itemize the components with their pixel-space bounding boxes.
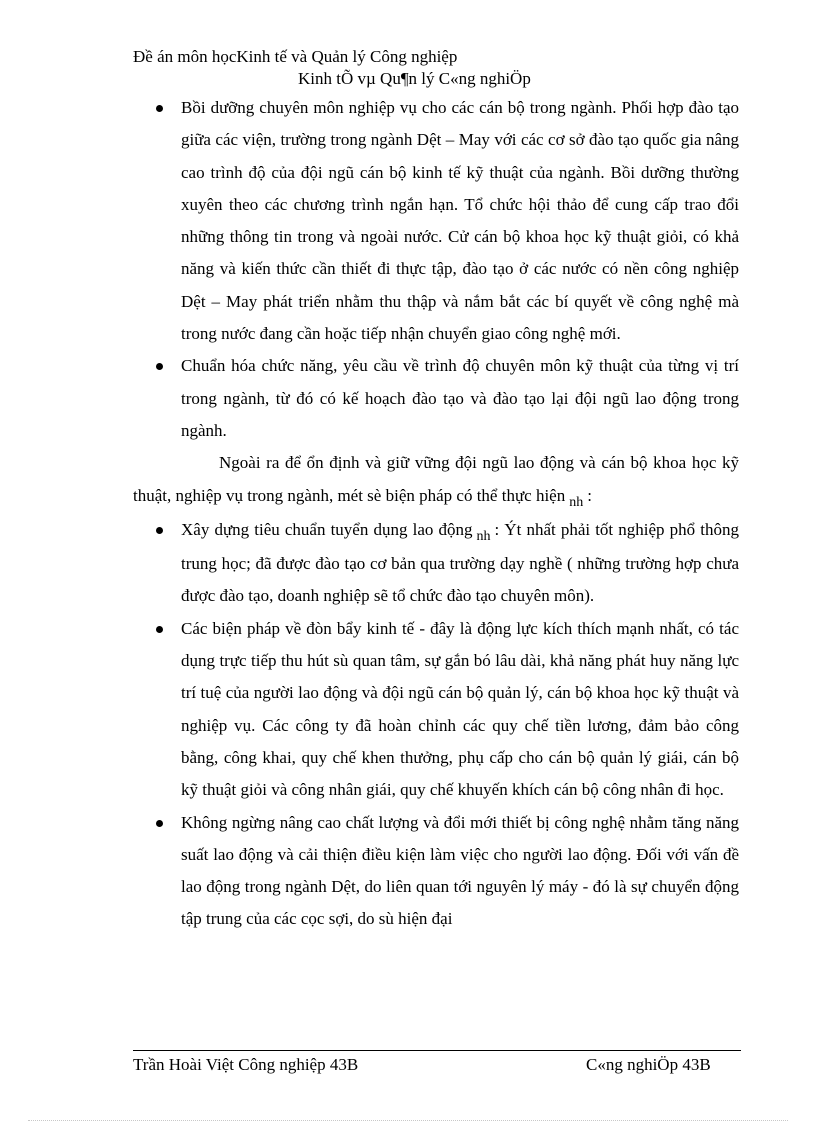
bullet-item	[133, 92, 739, 350]
bullet-item	[133, 350, 739, 447]
bullet-text: Các biện pháp về đòn bẩy kinh tế - đây là động lực kích thích mạnh nhất, có tác dụng trực tiếp thu hút sù quan tâm, sự gắn bó lâu dài, khả năng phát huy năng lực trí tuệ của người lao động và đội ngũ cán bộ quản lý, cán bộ khoa học kỹ thuật và nghiệp vụ. Các công ty đã hoàn chỉnh các quy chế tiền lương, đảm bảo công bằng, công khai, quy chế khen thưởng, phụ cấp cho cán bộ quản lý giái, cán bộ kỹ thuật giỏi và công nhân giái, quy chế khuyến khích cán bộ công nhân đi học.	[181, 618, 739, 800]
bullet-icon	[156, 820, 163, 827]
bullet-text: Không ngừng nâng cao chất lượng và đổi mới thiết bị công nghệ nhằm tăng năng suất lao động và cải thiện điều kiện làm việc cho người lao động. Đối với vấn đề lao động trong ngành Dệt, do liên quan tới nguyên lý máy - đó là sự chuyển động tập trung của các cọc sợi, do sù hiện đại	[181, 812, 739, 929]
bullet-icon	[156, 105, 163, 112]
bullet-text: Bồi dưỡng chuyên môn nghiệp vụ cho các cán bộ trong ngành. Phối hợp đào tạo giữa các viện, trường trong ngành Dệt – May với các cơ sở đào tạo quốc gia nâng cao trình độ của đội ngũ cán bộ kinh tế kỹ thuật của ngành. Bồi dưỡng thường xuyên theo các chương trình ngắn hạn. Tổ chức hội thảo để cung cấp trao đổi những thông tin trong và ngoài nước. Cử cán bộ khoa học kỹ thuật giỏi, có khả năng và kiến thức cần thiết đi thực tập, đào tạo ở các nước có nền công nghiệp Dệt – May phát triển nhằm thu thập và nắm bắt các bí quyết về công nghệ mà trong nước đang cần hoặc tiếp nhận chuyển giao công nghệ mới.	[181, 98, 739, 344]
bullet-item	[133, 613, 739, 807]
body-paragraph	[133, 447, 739, 514]
bullet-text: Xây dựng tiêu chuẩn tuyển dụng lao động	[181, 519, 473, 539]
footer-divider	[133, 1050, 741, 1051]
footer-class: C«ng nghiÖp 43B	[586, 1055, 711, 1074]
bullet-item	[133, 514, 739, 613]
bullet-item	[133, 807, 739, 936]
paragraph-text: Ngoài ra để ổn định và giữ vững đội ngũ lao động và cán bộ khoa học kỹ thuật, nghiệp vụ trong ngành, mét sè biện pháp có thể thực hiện	[133, 453, 739, 505]
bullet-small-text: nh	[476, 528, 491, 544]
header-subtitle: Kinh tÕ vµ Qu¶n lý C«ng nghiÖp	[298, 69, 531, 88]
header-title: Đề án môn họcKinh tế và Quản lý Công nghiệp	[133, 47, 458, 66]
bullet-icon	[156, 363, 163, 370]
footer-author: Trần Hoài Việt Công nghiệp 43B	[133, 1055, 359, 1074]
document-body	[133, 92, 739, 936]
paragraph-tail: :	[587, 485, 592, 505]
bullet-text-continued: : Ýt nhất phải tốt nghiệp phổ thông trung học; đã được đào tạo cơ bản qua trường dạy nghề ( những trường hợp chưa được đào tạo, doanh nghiệp sẽ tổ chức đào tạo chuyên môn).	[181, 519, 740, 606]
bullet-text: Chuẩn hóa chức năng, yêu cầu về trình độ chuyên môn kỹ thuật của từng vị trí trong ngành, từ đó có kế hoạch đào tạo và đào tạo lại đội ngũ lao động trong ngành.	[181, 356, 739, 440]
page-border-dotted	[28, 1120, 788, 1121]
bullet-icon	[156, 626, 163, 633]
paragraph-small-text: nh	[569, 494, 584, 510]
bullet-icon	[156, 527, 163, 534]
